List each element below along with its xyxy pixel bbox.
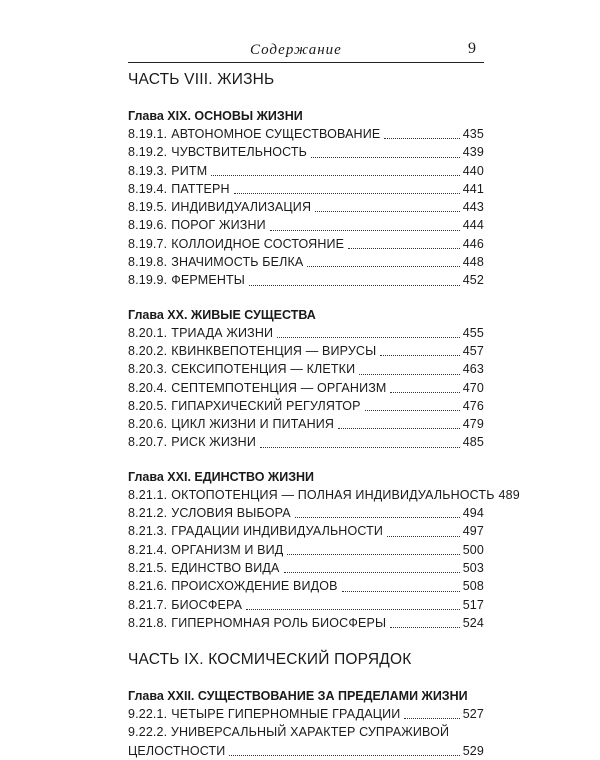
entry-title: ЦЕЛОСТНОСТИ bbox=[128, 743, 226, 758]
entry-title: ЕДИНСТВО ВИДА bbox=[171, 560, 280, 575]
entry-number: 8.21.3. bbox=[128, 524, 168, 539]
entry-number: 8.20.4. bbox=[128, 380, 168, 395]
entry-number: 8.19.6. bbox=[128, 218, 168, 233]
entry-title: ЧЕТЫРЕ ГИПЕРНОМНЫЕ ГРАДАЦИИ bbox=[171, 707, 401, 722]
entry-page: 476 bbox=[462, 398, 484, 413]
leader-dots bbox=[270, 230, 460, 231]
entry-title: ЦИКЛ ЖИЗНИ И ПИТАНИЯ bbox=[171, 417, 335, 432]
entry-title: ЗНАЧИМОСТЬ БЕЛКА bbox=[171, 255, 304, 270]
toc-entry[interactable] bbox=[128, 216, 484, 234]
entry-page: 452 bbox=[462, 273, 484, 288]
chapter-title: Глава XIX. ОСНОВЫ ЖИЗНИ bbox=[128, 109, 303, 123]
leader-dots bbox=[348, 248, 460, 249]
leader-dots bbox=[211, 175, 459, 176]
leader-dots bbox=[384, 138, 459, 139]
leader-dots bbox=[287, 554, 459, 555]
entry-page: 497 bbox=[462, 524, 484, 539]
entry-number: 8.21.7. bbox=[128, 597, 168, 612]
toc-entry[interactable] bbox=[128, 486, 520, 504]
entry-page: 517 bbox=[462, 597, 484, 612]
leader-dots bbox=[315, 211, 460, 212]
entry-title: АВТОНОМНОЕ СУЩЕСТВОВАНИЕ bbox=[171, 127, 381, 141]
toc-entry[interactable] bbox=[128, 559, 484, 577]
entry-number: 8.19.5. bbox=[128, 200, 168, 215]
entry-number: 8.21.4. bbox=[128, 542, 168, 557]
entry-number: 8.19.8. bbox=[128, 255, 168, 270]
entry-number: 8.20.2. bbox=[128, 343, 168, 358]
entry-title: ГРАДАЦИИ ИНДИВИДУАЛЬНОСТИ bbox=[171, 524, 384, 539]
entry-number: 8.19.3. bbox=[128, 163, 168, 178]
leader-dots bbox=[404, 718, 459, 719]
toc-entry[interactable] bbox=[128, 271, 484, 289]
entry-number: 8.20.6. bbox=[128, 417, 168, 432]
entry-title: БИОСФЕРА bbox=[171, 597, 243, 612]
toc-entry[interactable] bbox=[128, 360, 484, 378]
chapter-title: Глава XXI. ЕДИНСТВО ЖИЗНИ bbox=[128, 469, 315, 484]
entry-page: 489 bbox=[498, 487, 520, 502]
leader-dots bbox=[295, 517, 460, 518]
entry-title: СЕПТЕМПОТЕНЦИЯ — ОРГАНИЗМ bbox=[171, 380, 387, 395]
entry-title: ЧУВСТВИТЕЛЬНОСТЬ bbox=[171, 145, 308, 160]
toc-entry[interactable] bbox=[128, 253, 484, 271]
entry-page: 444 bbox=[462, 218, 484, 233]
leader-dots bbox=[390, 627, 460, 628]
toc-entry[interactable] bbox=[128, 415, 484, 433]
entry-title: ПАТТЕРН bbox=[171, 181, 230, 196]
toc-entry-list bbox=[128, 705, 484, 760]
entry-title: ОРГАНИЗМ И ВИД bbox=[171, 542, 284, 557]
entry-title: ФЕРМЕНТЫ bbox=[171, 273, 245, 288]
entry-page: 440 bbox=[462, 163, 484, 178]
toc-entry[interactable] bbox=[128, 433, 484, 451]
toc-entry[interactable] bbox=[128, 324, 484, 342]
entry-title: ТРИАДА ЖИЗНИ bbox=[171, 325, 274, 340]
entry-page: 503 bbox=[462, 560, 484, 575]
leader-dots bbox=[359, 374, 459, 375]
leader-dots bbox=[260, 447, 460, 448]
toc-entry-list bbox=[128, 125, 484, 290]
entry-page: 457 bbox=[462, 343, 484, 358]
leader-dots bbox=[249, 285, 460, 286]
leader-dots bbox=[338, 428, 460, 429]
entry-title: УСЛОВИЯ ВЫБОРА bbox=[171, 506, 291, 521]
entry-title: СЕКСИПОТЕНЦИЯ — КЛЕТКИ bbox=[171, 362, 356, 377]
entry-title: ПРОИСХОЖДЕНИЕ ВИДОВ bbox=[171, 579, 338, 594]
toc-entry[interactable] bbox=[128, 614, 484, 632]
entry-page: 435 bbox=[462, 127, 484, 141]
entry-number: 8.20.5. bbox=[128, 398, 168, 413]
running-header bbox=[128, 40, 484, 63]
leader-dots bbox=[387, 536, 460, 537]
leader-dots bbox=[234, 193, 460, 194]
entry-number: 8.19.2. bbox=[128, 145, 168, 160]
leader-dots bbox=[229, 755, 459, 756]
entry-title: КОЛЛОИДНОЕ СОСТОЯНИЕ bbox=[171, 236, 345, 251]
toc-entry-list bbox=[128, 486, 520, 632]
entry-number: 8.21.2. bbox=[128, 506, 168, 521]
entry-page: 524 bbox=[462, 615, 484, 630]
entry-page: 527 bbox=[462, 707, 484, 722]
leader-dots bbox=[390, 392, 459, 393]
leader-dots bbox=[284, 572, 460, 573]
entry-number: 8.21.8. bbox=[128, 615, 168, 630]
entry-title: РИТМ bbox=[171, 163, 208, 178]
toc-entry[interactable] bbox=[128, 235, 484, 253]
toc-entry[interactable] bbox=[128, 504, 484, 522]
entry-title: ИНДИВИДУАЛИЗАЦИЯ bbox=[171, 200, 312, 215]
leader-dots bbox=[307, 266, 459, 267]
entry-number: 8.20.7. bbox=[128, 435, 168, 450]
entry-number: 8.21.1. bbox=[128, 487, 168, 502]
table-of-contents bbox=[128, 70, 520, 760]
entry-title: ГИПЕРНОМНАЯ РОЛЬ БИОСФЕРЫ bbox=[171, 615, 387, 630]
toc-entry[interactable] bbox=[128, 342, 484, 360]
part-title: ЧАСТЬ VIII. ЖИЗНЬ bbox=[128, 71, 275, 88]
entry-number: 8.20.3. bbox=[128, 362, 168, 377]
entry-page: 443 bbox=[462, 200, 484, 215]
entry-page: 470 bbox=[462, 380, 484, 395]
leader-dots bbox=[246, 609, 460, 610]
entry-page: 441 bbox=[462, 181, 484, 196]
toc-entry[interactable] bbox=[128, 379, 484, 397]
entry-number: 8.19.9. bbox=[128, 273, 168, 288]
entry-number: 8.19.1. bbox=[128, 127, 168, 141]
toc-entry[interactable] bbox=[128, 541, 484, 559]
leader-dots bbox=[365, 410, 460, 411]
toc-entry[interactable] bbox=[128, 143, 484, 161]
toc-entry[interactable] bbox=[128, 596, 484, 614]
page-number: 9 bbox=[468, 40, 476, 57]
toc-entry[interactable] bbox=[128, 705, 484, 723]
entry-page: 508 bbox=[462, 579, 484, 594]
entry-page: 448 bbox=[462, 255, 484, 270]
chapter-title: Глава XXII. СУЩЕСТВОВАНИЕ ЗА ПРЕДЕЛАМИ ЖИЗНИ bbox=[128, 689, 468, 704]
entry-number: 8.21.5. bbox=[128, 560, 168, 575]
entry-page: 446 bbox=[462, 236, 484, 251]
entry-title: ОКТОПОТЕНЦИЯ — ПОЛНАЯ ИНДИВИДУАЛЬНОСТЬ bbox=[171, 487, 495, 502]
entry-page: 463 bbox=[462, 362, 484, 377]
toc-entry[interactable] bbox=[128, 577, 484, 595]
toc-entry[interactable] bbox=[128, 397, 484, 415]
entry-page: 529 bbox=[462, 743, 484, 758]
entry-title: ПОРОГ ЖИЗНИ bbox=[171, 218, 266, 233]
leader-dots bbox=[342, 591, 460, 592]
chapter-title: Глава XX. ЖИВЫЕ СУЩЕСТВА bbox=[128, 307, 316, 322]
entry-page: 485 bbox=[462, 435, 484, 450]
toc-entry[interactable] bbox=[128, 723, 484, 760]
entry-title: КВИНКВЕПОТЕНЦИЯ — ВИРУСЫ bbox=[171, 343, 377, 358]
leader-dots bbox=[380, 355, 459, 356]
toc-entry[interactable] bbox=[128, 180, 484, 198]
entry-page: 500 bbox=[462, 542, 484, 557]
running-title: Содержание bbox=[250, 42, 342, 58]
toc-entry[interactable] bbox=[128, 125, 484, 143]
toc-entry[interactable] bbox=[128, 198, 484, 216]
entry-number: 9.22.1. bbox=[128, 707, 168, 722]
part-title: ЧАСТЬ IX. КОСМИЧЕСКИЙ ПОРЯДОК bbox=[128, 651, 412, 669]
entry-title-line1: УНИВЕРСАЛЬНЫЙ ХАРАКТЕР СУПРАЖИВОЙ bbox=[170, 725, 450, 740]
entry-title: ГИПАРХИЧЕСКИЙ РЕГУЛЯТОР bbox=[171, 398, 361, 413]
toc-entry[interactable] bbox=[128, 162, 484, 180]
toc-entry-list bbox=[128, 324, 484, 452]
leader-dots bbox=[311, 157, 460, 158]
entry-page: 439 bbox=[462, 145, 484, 160]
entry-number: 8.19.4. bbox=[128, 181, 168, 196]
leader-dots bbox=[277, 337, 460, 338]
entry-number: 8.21.6. bbox=[128, 579, 168, 594]
entry-number: 9.22.2. bbox=[128, 725, 168, 740]
entry-page: 479 bbox=[462, 417, 484, 432]
entry-page: 455 bbox=[462, 325, 484, 340]
toc-entry[interactable] bbox=[128, 522, 484, 540]
entry-number: 8.19.7. bbox=[128, 236, 168, 251]
entry-title: РИСК ЖИЗНИ bbox=[171, 435, 256, 450]
entry-number: 8.20.1. bbox=[128, 325, 168, 340]
entry-page: 494 bbox=[462, 506, 484, 521]
